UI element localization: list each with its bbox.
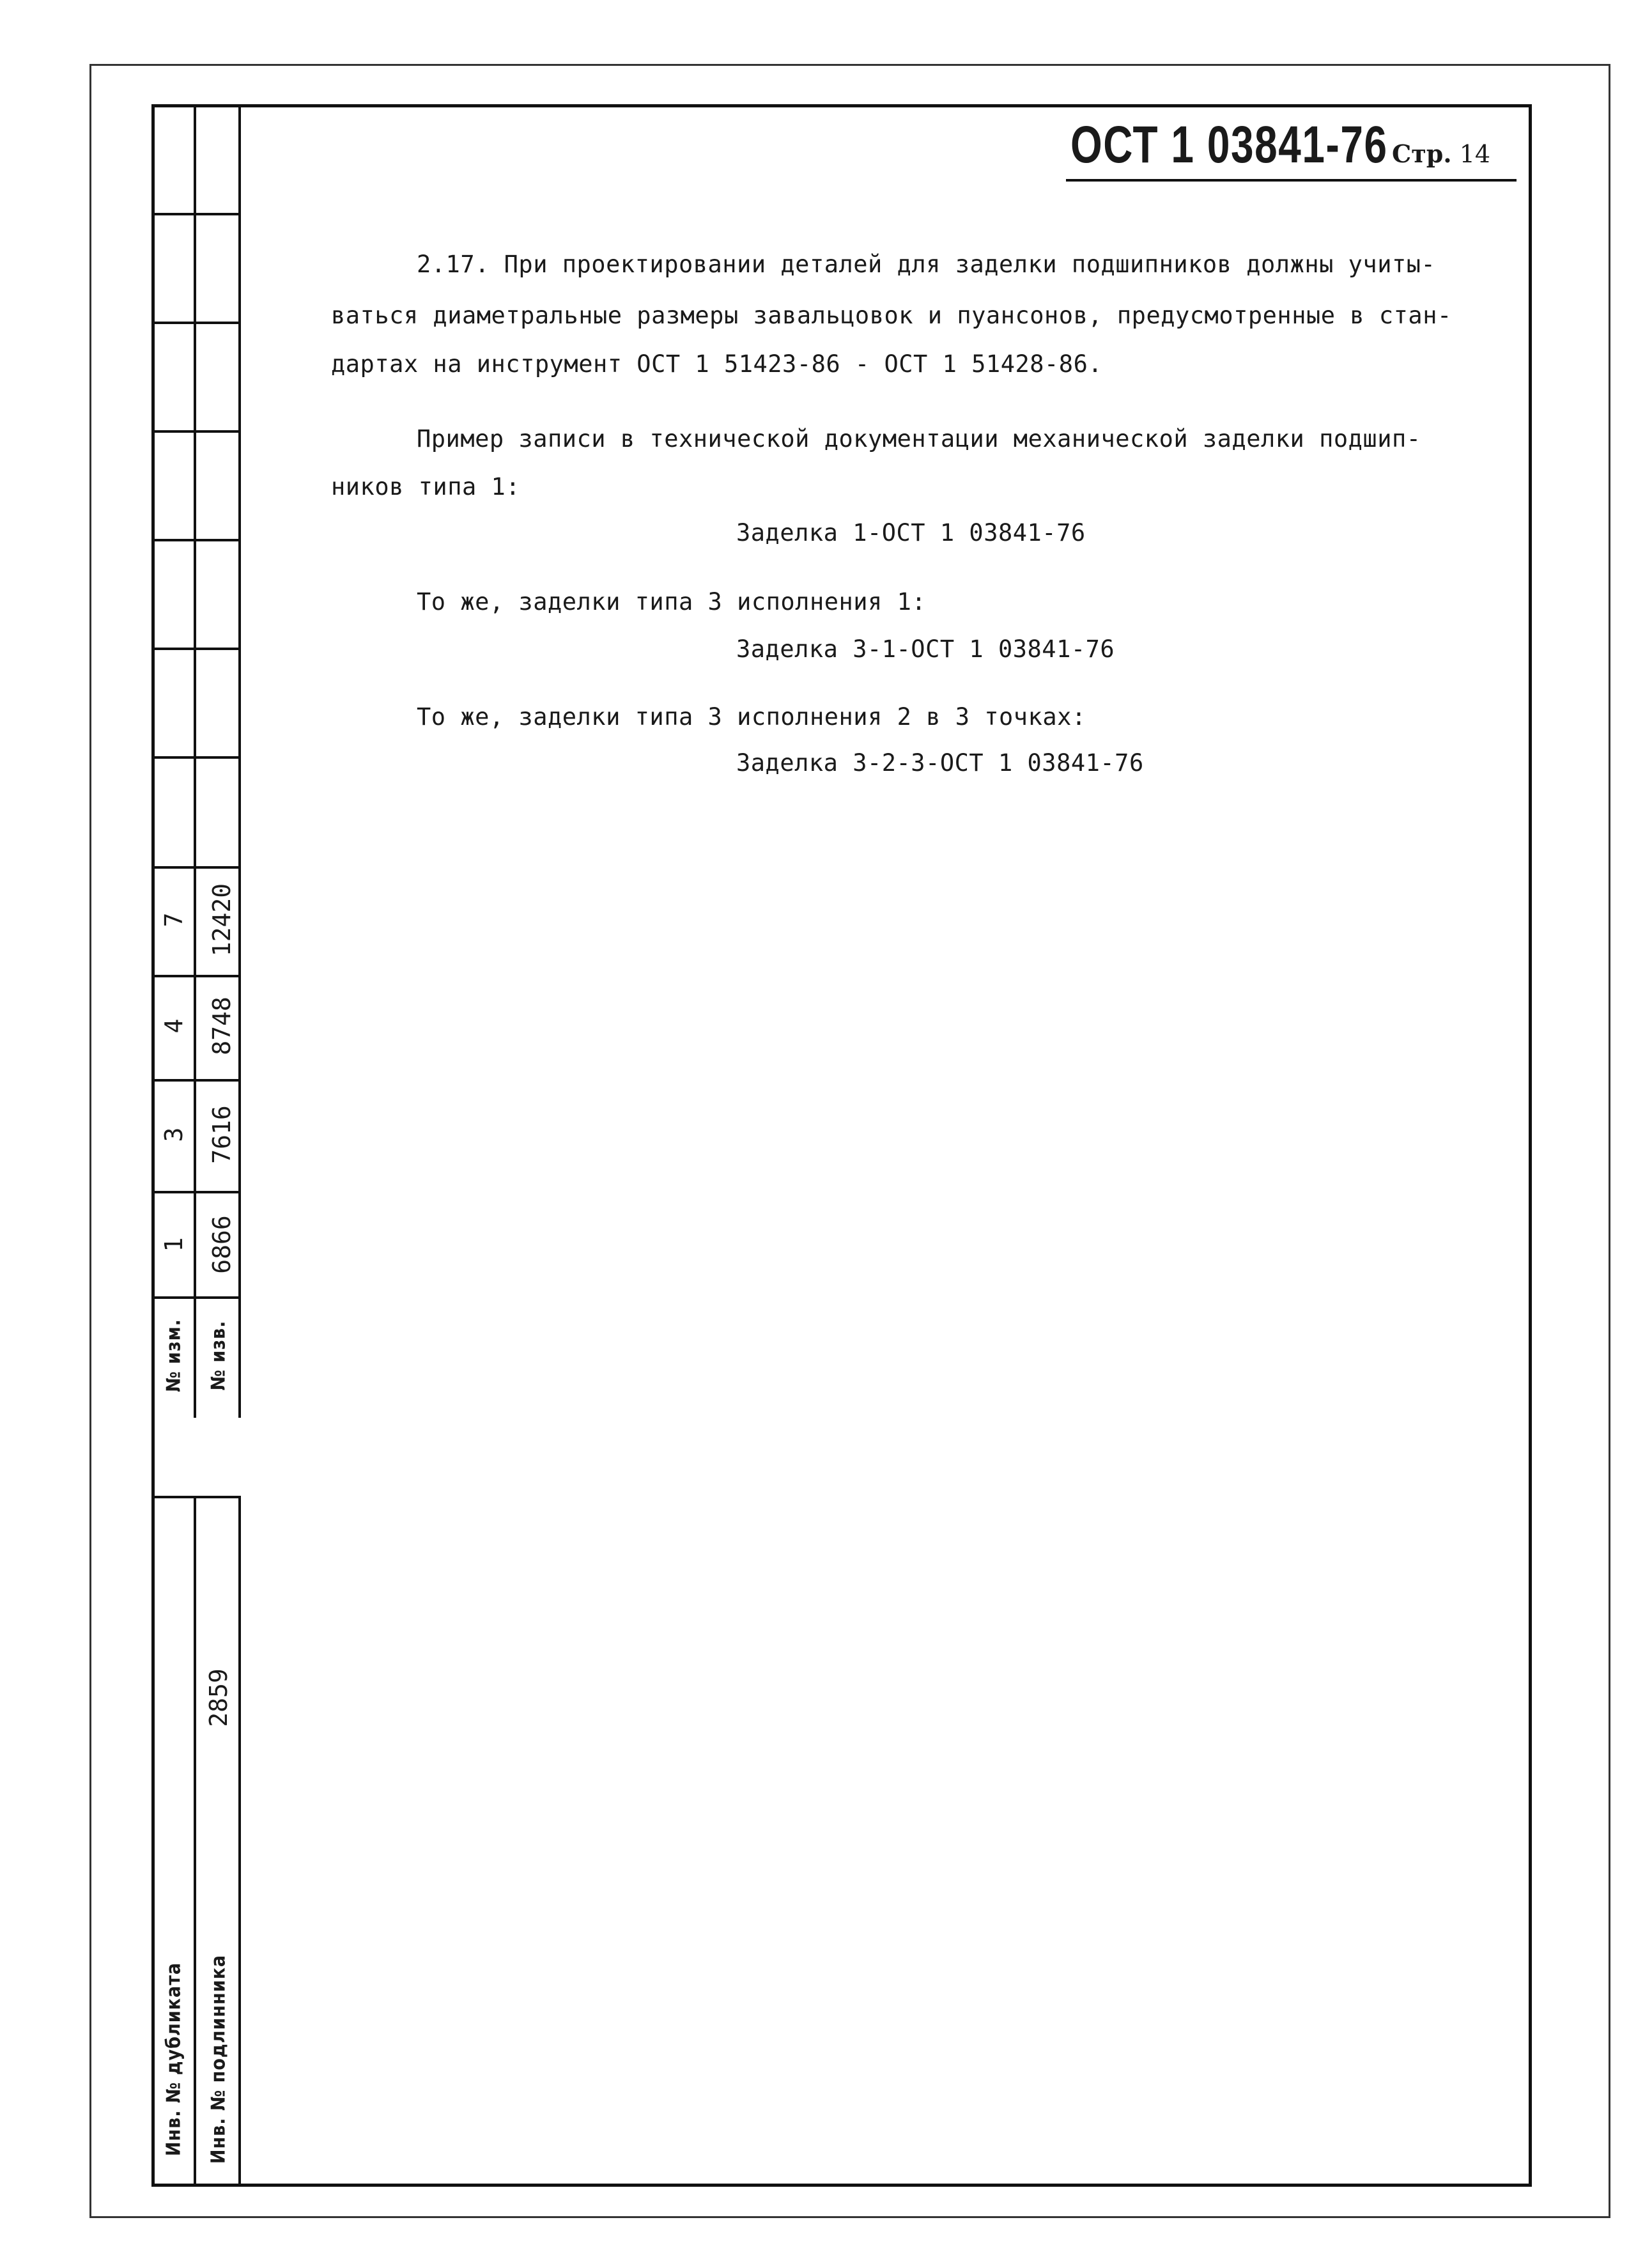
change-log-strip (151, 104, 241, 1418)
change-number: 4 (160, 1018, 188, 1034)
notice-number: 7616 (208, 1105, 236, 1164)
notice-number: 8748 (208, 997, 236, 1055)
paragraph-2-17-line-1: 2.17. При проектировании деталей для заделки подшипников должны учиты- (417, 251, 1436, 278)
divider (151, 213, 241, 215)
original-inventory-label: Инв. № подлинника (207, 1954, 230, 2164)
divider (151, 866, 241, 869)
example-intro-type3-v1: То же, заделки типа 3 исполнения 1: (417, 588, 927, 616)
page-number-label (1392, 139, 1490, 168)
notice-number: 12420 (208, 883, 236, 957)
change-number-label: № изм. (162, 1319, 185, 1392)
example-intro-line-1: Пример записи в технической документации механической заделки подшип- (417, 425, 1421, 453)
divider (151, 539, 241, 541)
example-designation-1: Заделка 1-ОСТ 1 03841-76 (736, 519, 1086, 547)
original-inventory-number: 2859 (205, 1668, 233, 1727)
change-number: 7 (160, 912, 188, 928)
duplicate-inventory-label: Инв. № дубликата (162, 1962, 185, 2157)
inventory-strip (151, 1496, 241, 2187)
divider (151, 322, 241, 324)
divider (151, 975, 241, 977)
paragraph-2-17-line-3: дартах на инструмент ОСТ 1 51423-86 - ОСТ 1 51428-86. (331, 350, 1103, 378)
page-label-text: Стр. (1392, 139, 1452, 168)
paragraph-2-17-line-2: ваться диаметральные размеры завальцовок и пуансонов, предусмотренные в стан- (331, 302, 1452, 329)
header-underline (1066, 179, 1517, 182)
divider (151, 1296, 241, 1299)
page-frame (151, 104, 1532, 2187)
notice-number: 6866 (208, 1215, 236, 1274)
divider (151, 1079, 241, 1082)
change-number: 1 (160, 1237, 188, 1252)
change-number: 3 (160, 1127, 188, 1142)
divider (151, 1191, 241, 1193)
example-intro-line-2: ников типа 1: (331, 473, 521, 501)
change-number-column (151, 104, 196, 1418)
page-number: 14 (1459, 140, 1491, 168)
divider (151, 648, 241, 650)
example-designation-3: Заделка 3-2-3-ОСТ 1 03841-76 (736, 749, 1144, 777)
example-designation-2: Заделка 3-1-ОСТ 1 03841-76 (736, 635, 1115, 663)
divider (151, 756, 241, 759)
notice-number-label: № изв. (207, 1320, 230, 1391)
example-intro-type3-v2: То же, заделки типа 3 исполнения 2 в 3 точках: (417, 703, 1086, 731)
document-code: ОСТ 1 03841-76 (1070, 116, 1388, 174)
divider (151, 430, 241, 433)
